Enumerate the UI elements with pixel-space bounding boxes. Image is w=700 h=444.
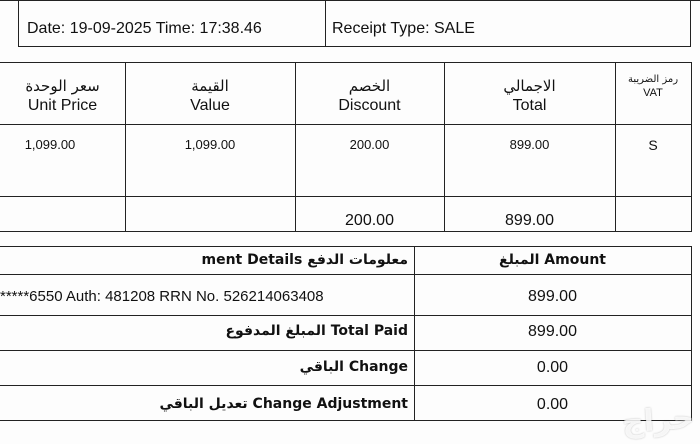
col-value-en: Value xyxy=(190,97,230,114)
watermark-logo: حراج xyxy=(620,400,696,441)
change-label: الباقي Change xyxy=(299,359,408,375)
item-value: 1,099.00 xyxy=(184,137,236,152)
amount-header: المبلغ Amount xyxy=(499,252,606,268)
item-unit-price: 1,099.00 xyxy=(24,137,76,152)
total-amount: 899.00 xyxy=(505,212,554,229)
payment-details-header: ment Details معلومات الدفع xyxy=(201,252,408,268)
item-discount: 200.00 xyxy=(349,137,390,152)
receipt-date-time: Date: 19-09-2025 Time: 17:38.46 xyxy=(27,20,262,37)
col-unit-price-ar: سعر الوحدة xyxy=(25,77,100,95)
item-total: 899.00 xyxy=(509,137,550,152)
col-discount-en: Discount xyxy=(338,97,401,114)
col-value-ar: القيمة xyxy=(191,77,229,95)
col-discount-ar: الخصم xyxy=(348,77,391,95)
item-vat-code: S xyxy=(648,137,658,153)
total-paid-value: 899.00 xyxy=(528,323,577,340)
col-vat-ar: رمز الضريبة xyxy=(627,74,679,85)
total-discount: 200.00 xyxy=(345,212,394,229)
col-total-ar: الاجمالي xyxy=(503,77,556,95)
total-paid-label: المبلغ المدفوع Total Paid xyxy=(225,323,408,339)
change-adjustment-value: 0.00 xyxy=(536,396,569,413)
col-unit-price-en: Unit Price xyxy=(27,97,98,114)
receipt-type: Receipt Type: SALE xyxy=(332,20,475,37)
change-adjustment-label: تعديل الباقي Change Adjustment xyxy=(159,396,408,412)
col-total-en: Total xyxy=(512,97,547,114)
card-payment-amount: 899.00 xyxy=(528,288,577,305)
card-payment-line: *****6550 Auth: 481208 RRN No. 526214063408 xyxy=(0,288,324,305)
change-value: 0.00 xyxy=(536,359,569,376)
col-vat-en: VAT xyxy=(643,87,663,99)
